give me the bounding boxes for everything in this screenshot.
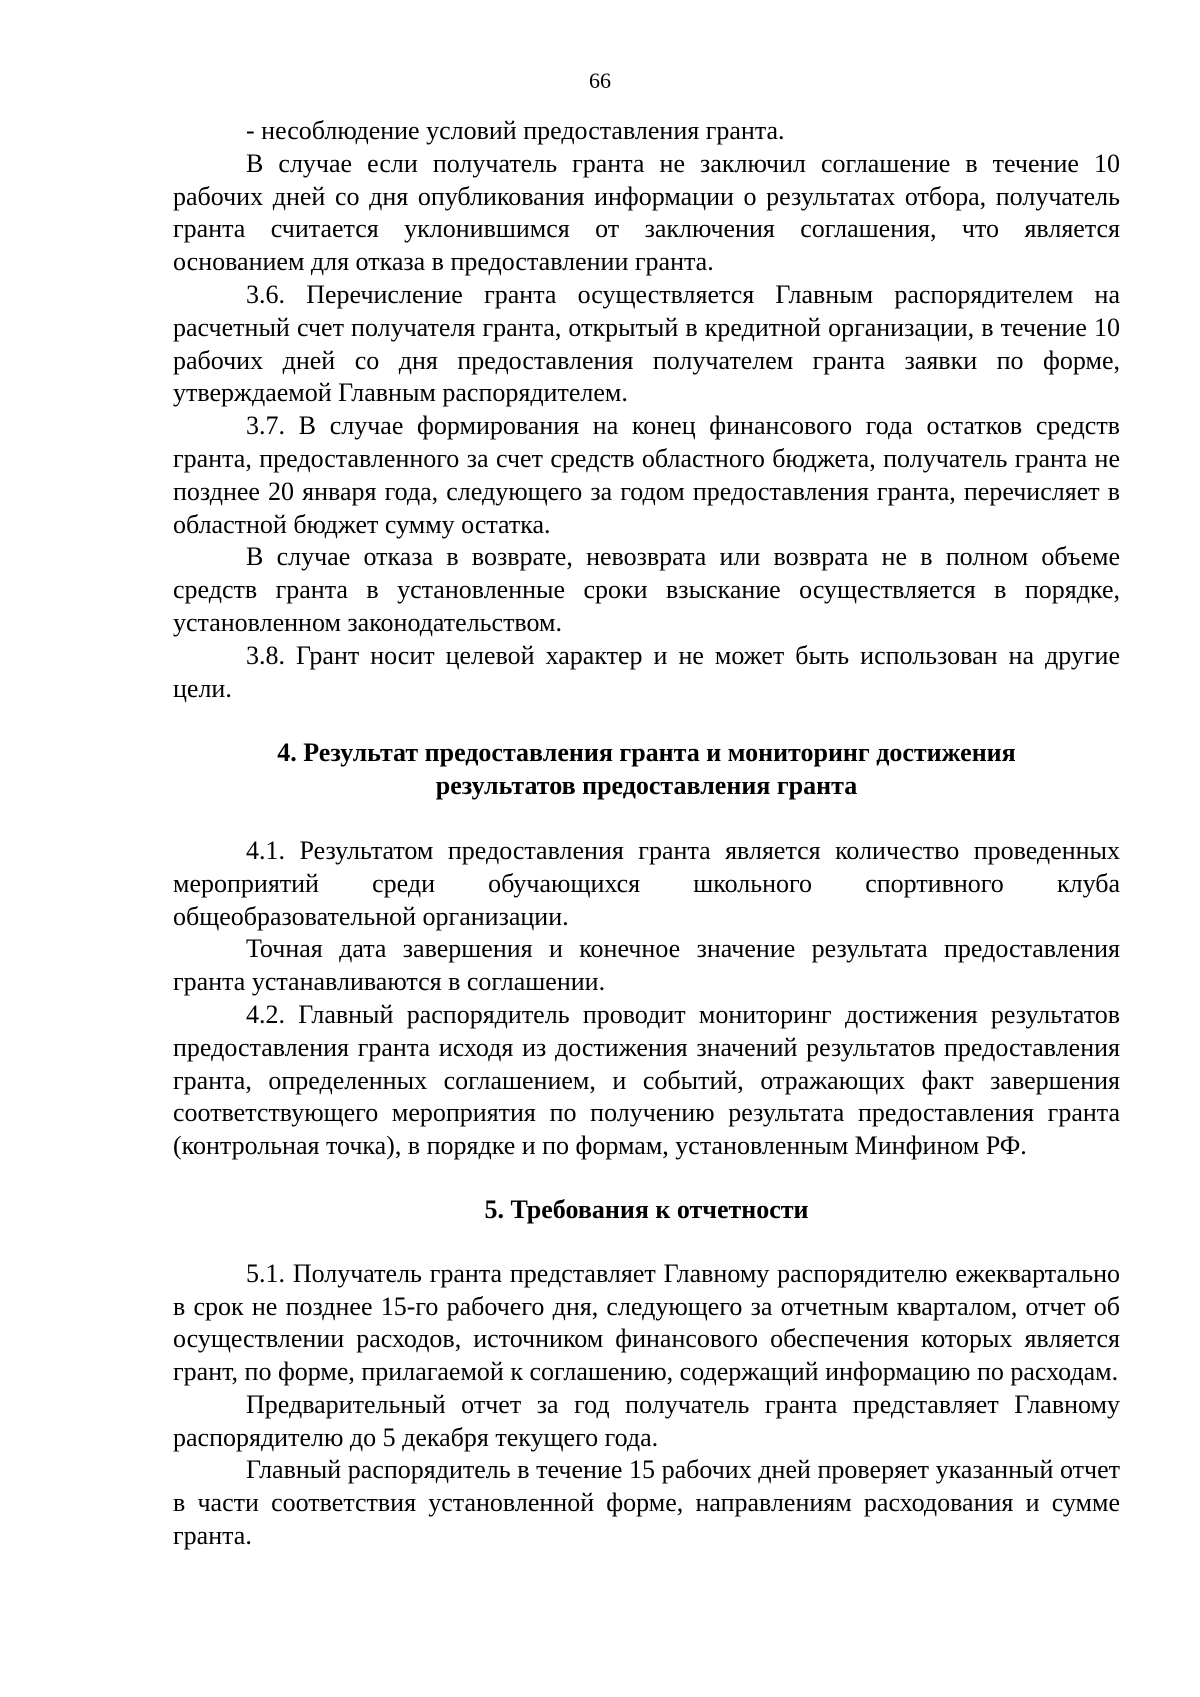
paragraph-agreement-evasion: В случае если получатель гранта не заключил соглашение в течение 10 рабочих дней со дня опубликования информации о результатах отбора, получатель гранта считается уклонившимся от заключения соглашения, что является основанием для отказа в предоставлении гранта.: [173, 148, 1120, 277]
paragraph-result-date: Точная дата завершения и конечное значение результата предоставления гранта устанавливаются в соглашении.: [173, 934, 1120, 997]
paragraph-report-check: Главный распорядитель в течение 15 рабочих дней проверяет указанный отчет в части соответствия установленной форме, направлениям расходования и сумме гранта.: [173, 1455, 1120, 1551]
paragraph-4-2: 4.2. Главный распорядитель проводит мониторинг достижения результатов предоставления гранта исходя из достижения значений результатов предоставления гранта, определенных соглашением, и событий, отражающих факт завершения соответствующего мероприятия по получению результата предоставления гранта (контрольная точка), в порядке и по формам, установленным Минфином РФ.: [173, 999, 1120, 1161]
section-5-heading: 5. Требования к отчетности: [484, 1194, 809, 1224]
section-4-heading-line-2: результатов предоставления гранта: [435, 771, 858, 801]
paragraph-3-6: 3.6. Перечисление гранта осуществляется Главным распорядителем на расчетный счет получателя гранта, открытый в кредитной организации, в течение 10 рабочих дней со дня предоставления получателем гранта заявки по форме, утверждаемой Главным распорядителем.: [173, 279, 1120, 408]
section-4-heading: [173, 737, 1120, 803]
paragraph-non-compliance: - несоблюдение условий предоставления гранта.: [246, 116, 785, 145]
document-body: [173, 115, 1120, 1553]
paragraph-3-7: 3.7. В случае формирования на конец финансового года остатков средств гранта, предоставленного за счет средств областного бюджета, получатель гранта не позднее 20 января года, следующего за годом предоставления гранта, перечисляет в областной бюджет сумму остатка.: [173, 411, 1120, 539]
paragraph-3-8: 3.8. Грант носит целевой характер и не может быть использован на другие цели.: [173, 640, 1120, 703]
page-number: 66: [589, 68, 611, 93]
section-4-heading-line-1: 4. Результат предоставления гранта и мониторинг достижения: [277, 738, 1016, 768]
paragraph-5-1: 5.1. Получатель гранта представляет Главному распорядителю ежеквартально в срок не позднее 15-го рабочего дня, следующего за отчетным кварталом, отчет об осуществлении расходов, источником финансового обеспечения которых является грант, по форме, прилагаемой к соглашению, содержащий информацию по расходам.: [173, 1258, 1120, 1387]
paragraph-refund-refusal: В случае отказа в возврате, невозврата или возврата не в полном объеме средств гранта в установленные сроки взыскание осуществляется в порядке, установленном законодательством.: [173, 542, 1120, 637]
paragraph-4-1: 4.1. Результатом предоставления гранта является количество проведенных мероприятий среди обучающихся школьного спортивного клуба общеобразовательной организации.: [173, 835, 1120, 931]
paragraph-preliminary-report: Предварительный отчет за год получатель гранта представляет Главному распорядителю до 5 декабря текущего года.: [173, 1389, 1120, 1452]
